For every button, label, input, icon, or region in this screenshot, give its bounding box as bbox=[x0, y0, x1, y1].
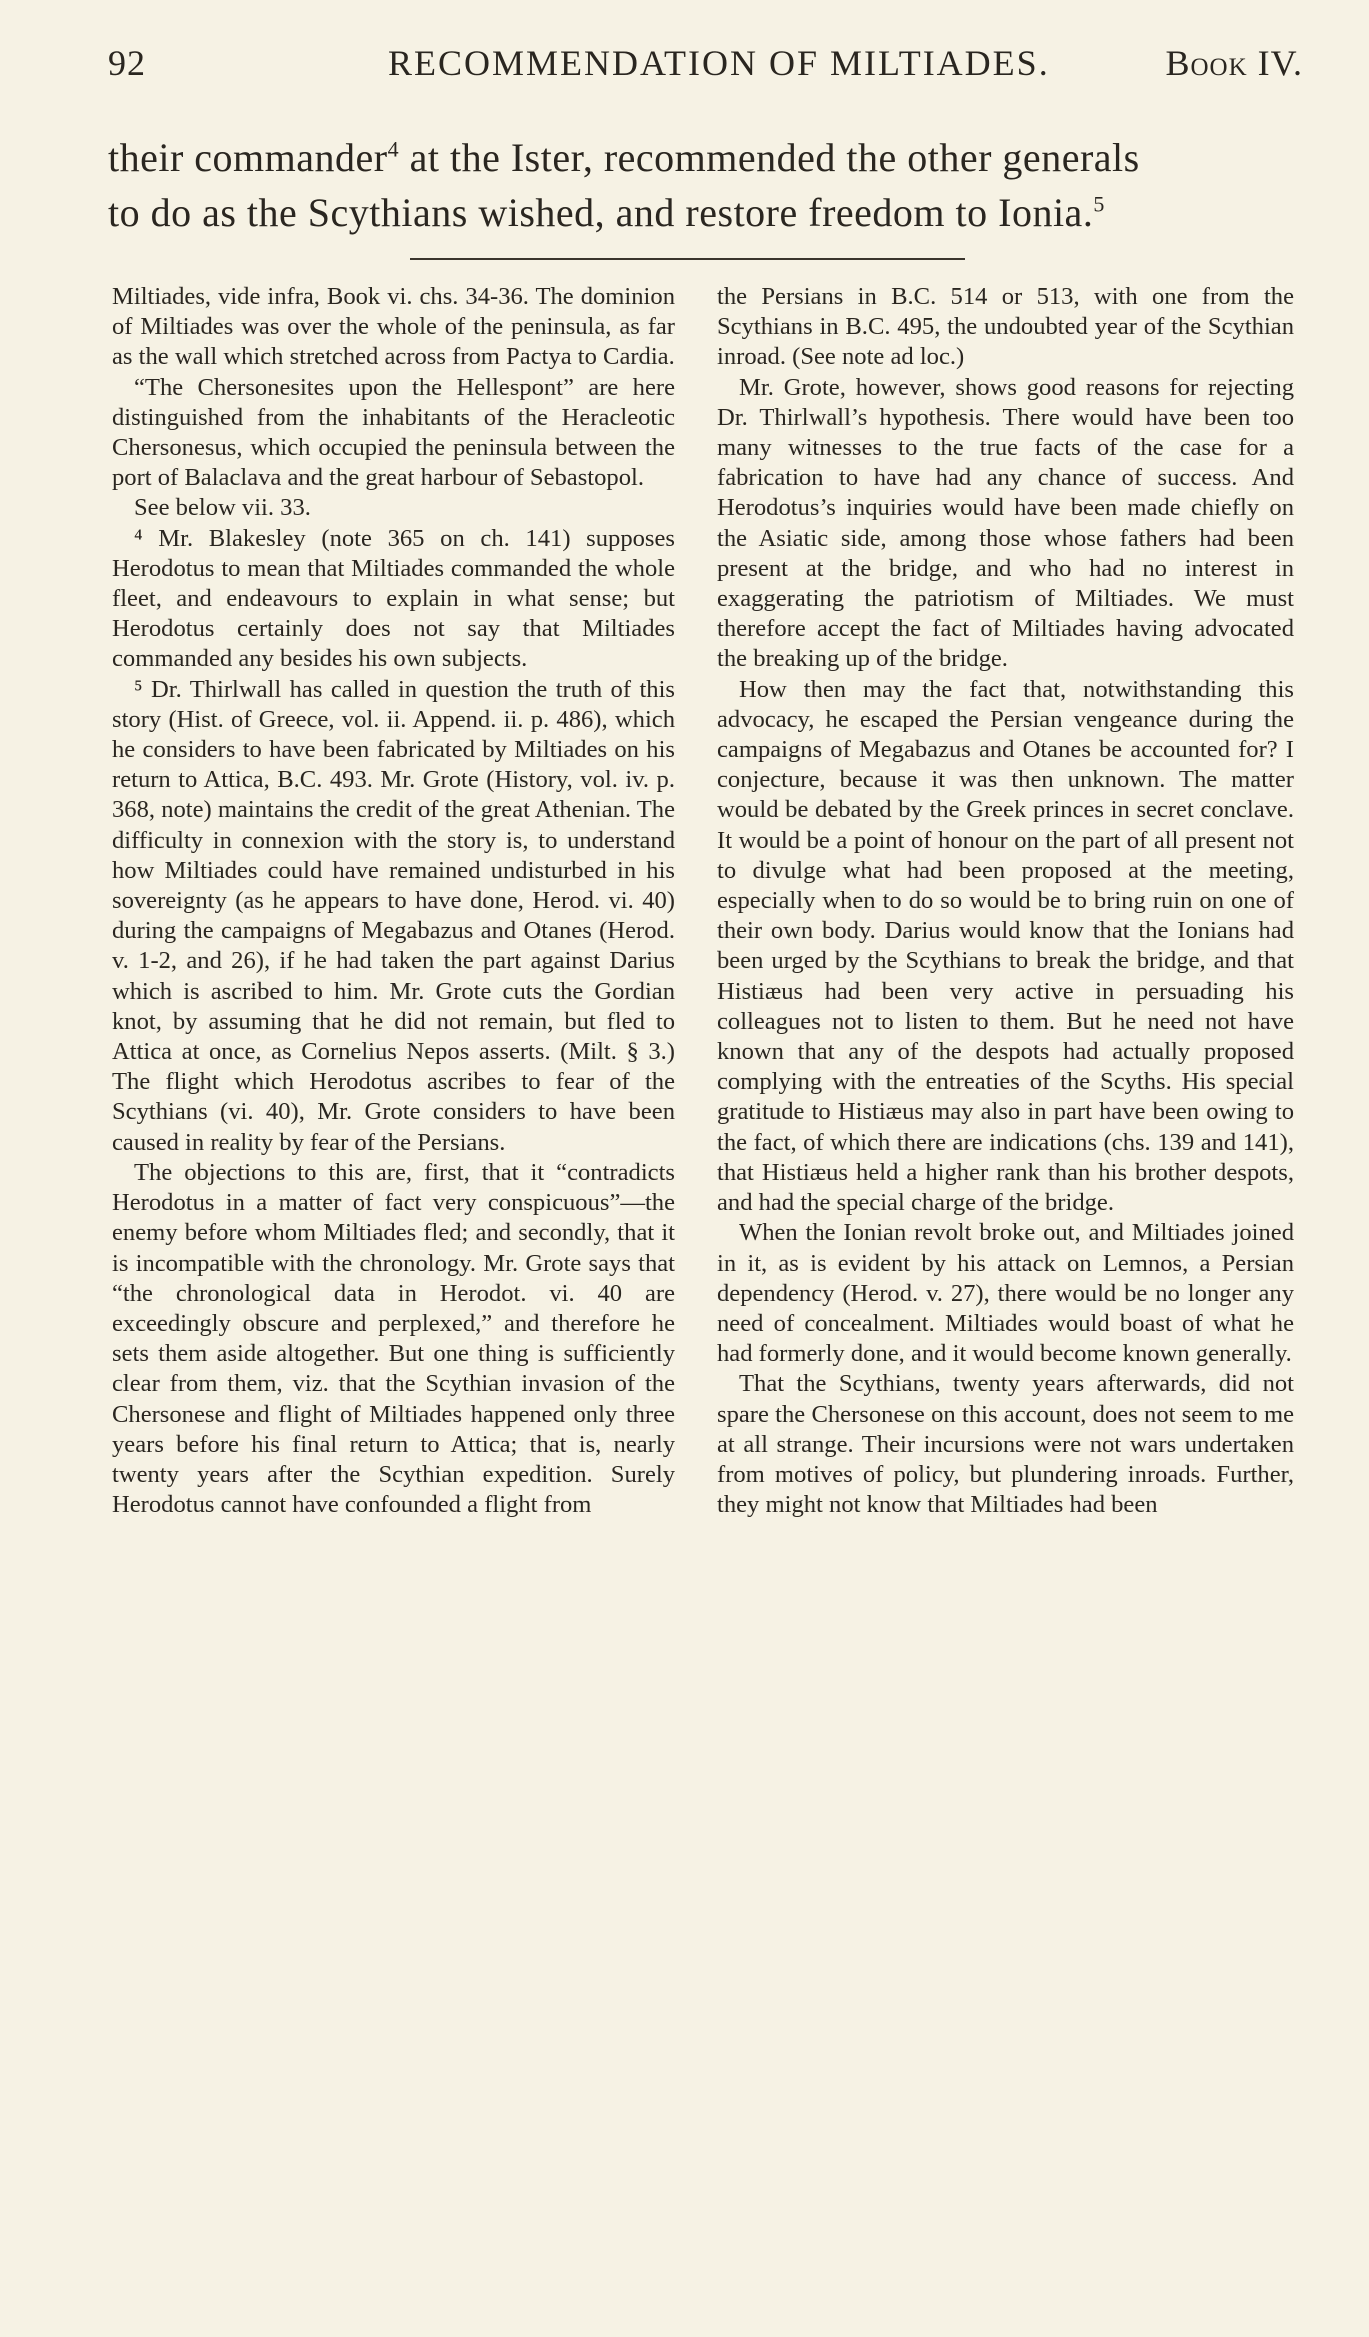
separator-rule bbox=[410, 258, 965, 260]
note-paragraph: “The Chersonesites upon the Hellespont” are here distinguished from the inhabitants of the Heracleotic Chersonesus, which occupied the peninsula between the port of Balaclava and the great harbour of Sebastopol. bbox=[112, 373, 675, 492]
page-number: 92 bbox=[108, 43, 146, 83]
notes-right-column bbox=[717, 282, 1294, 1520]
main-text-line-2 bbox=[108, 185, 1308, 240]
main-text-line-1-a: their commander bbox=[108, 135, 388, 180]
note-paragraph: The objections to this are, first, that it “contradicts Herodotus in a matter of fact very conspicuous”—the enemy before whom Miltiades fled; and secondly, that it is incompatible with the chronology. Mr. Grote says that “the chronological data in Herodot. vi. 40 are exceedingly obscure and perplexed,” and therefore he sets them aside altogether. But one thing is sufficiently clear from them, viz. that the Scythian invasion of the Chersonese and flight of Miltiades happened only three years before his final return to Attica; that is, nearly twenty years after the Scythian expedition. Surely Herodotus cannot have confounded a flight from bbox=[112, 1158, 675, 1519]
note-paragraph: Miltiades, vide infra, Book vi. chs. 34-36. The dominion of Miltiades was over the whole of the peninsula, as far as the wall which stretched across from Pactya to Cardia. bbox=[112, 283, 675, 371]
running-head bbox=[108, 42, 1303, 92]
note-paragraph: When the Ionian revolt broke out, and Miltiades joined in it, as is evident by his attack on Lemnos, a Persian dependency (Herod. v. 27), there would be no longer any need of concealment. Miltiades would boast of what he had formerly done, and it would become known generally. bbox=[717, 1219, 1294, 1368]
main-text-line-1 bbox=[108, 130, 1308, 185]
book-label: Book IV. bbox=[1165, 43, 1303, 83]
footnote-5: ⁵ Dr. Thirlwall has called in question the truth of this story (Hist. of Greece, vol. ii. Append. ii. p. 486), which he considers to have been fabricated by Miltiades on his return to Attica, B.C. 493. Mr. Grote (History, vol. iv. p. 368, note) maintains the credit of the great Athenian. The difficulty in connexion with the story is, to understand how Miltiades could have remained undisturbed in his sovereignty (as he appears to have done, Herod. vi. 40) during the campaigns of Megabazus and Otanes (Herod. v. 1-2, and 26), if he had taken the part against Darius which is ascribed to him. Mr. Grote cuts the Gordian knot, by assuming that he did not remain, but fled to Attica at once, as Cornelius Nepos asserts. (Milt. § 3.) The flight which Herodotus ascribes to fear of the Scythians (vi. 40), Mr. Grote considers to have been caused in reality by fear of the Persians. bbox=[112, 675, 675, 1156]
notes-left-column bbox=[112, 282, 675, 1520]
note-paragraph: That the Scythians, twenty years afterwards, did not spare the Chersonese on this account, does not seem to me at all strange. Their incursions were not wars undertaken from motives of policy, but plundering inroads. Further, they might not know that Miltiades had been bbox=[717, 1370, 1294, 1519]
footnote-4: ⁴ Mr. Blakesley (note 365 on ch. 141) supposes Herodotus to mean that Miltiades commanded the whole fleet, and endeavours to explain in what sense; but Herodotus certainly does not say that Miltiades commanded any besides his own subjects. bbox=[112, 524, 675, 673]
note-paragraph: How then may the fact that, notwithstanding this advocacy, he escaped the Persian vengeance during the campaigns of Megabazus and Otanes be accounted for? I conjecture, because it was then unknown. The matter would be debated by the Greek princes in secret conclave. It would be a point of honour on the part of all present not to divulge what had been proposed at the meeting, especially when to do so would be to bring ruin on one of their own body. Darius would know that the Ionians had been urged by the Scythians to break the bridge, and that Histiæus had been very active in persuading his colleagues not to listen to them. But he need not have known that any of the despots had actually proposed complying with the entreaties of the Scyths. His special gratitude to Histiæus may also in part have been owing to the fact, of which there are indications (chs. 139 and 141), that Histiæus held a higher rank than his brother despots, and had the special charge of the bridge. bbox=[717, 675, 1294, 1217]
main-text-line-1-b: at the Ister, recommended the other generals bbox=[399, 135, 1140, 180]
main-text-line-2-a: to do as the Scythians wished, and restore freedom to Ionia. bbox=[108, 190, 1094, 235]
note-paragraph: See below vii. 33. bbox=[134, 494, 311, 522]
note-paragraph: Mr. Grote, however, shows good reasons for rejecting Dr. Thirlwall’s hypothesis. There would have been too many witnesses to the true facts of the case for a fabrication to have had any chance of success. And Herodotus’s inquiries would have been made chiefly on the Asiatic side, among those whose fathers had been present at the bridge, and who had no interest in exaggerating the patriotism of Miltiades. We must therefore accept the fact of Miltiades having advocated the breaking up of the bridge. bbox=[717, 373, 1294, 673]
main-text bbox=[108, 130, 1308, 240]
note-paragraph: the Persians in B.C. 514 or 513, with one from the Scythians in B.C. 495, the undoubted year of the Scythian inroad. (See note ad loc.) bbox=[717, 283, 1294, 371]
footnote-marker-4: 4 bbox=[387, 136, 400, 162]
running-title: RECOMMENDATION OF MILTIADES. bbox=[388, 43, 1050, 83]
footnote-marker-5: 5 bbox=[1093, 191, 1105, 217]
